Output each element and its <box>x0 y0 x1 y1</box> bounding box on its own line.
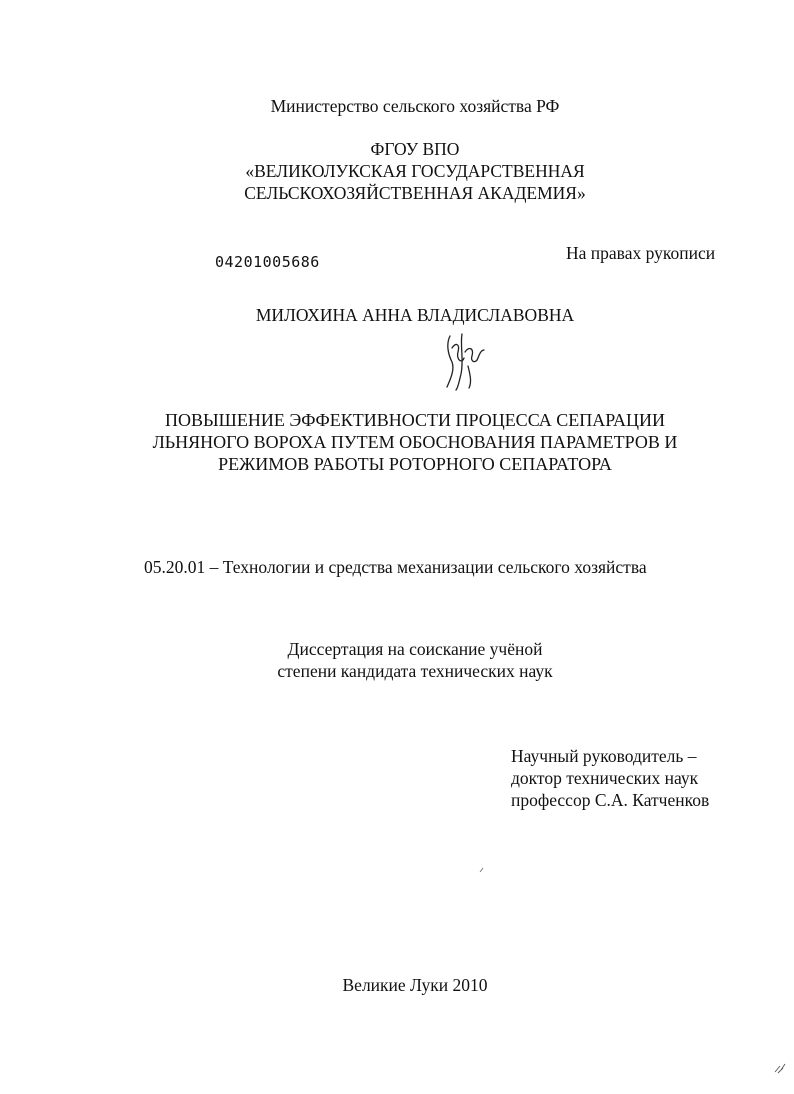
handwritten-signature <box>438 330 486 392</box>
degree-line-1: Диссертация на соискание учёной <box>287 639 543 659</box>
title-line-1: ПОВЫШЕНИЕ ЭФФЕКТИВНОСТИ ПРОЦЕССА СЕПАРАЦИИ <box>164 410 666 430</box>
supervisor-line-1: Научный руководитель – <box>511 746 697 766</box>
place-year: Великие Луки 2010 <box>342 975 488 995</box>
supervisor-line-2: доктор технических наук <box>511 768 699 788</box>
document-number: 04201005686 <box>215 253 320 271</box>
specialty-line: 05.20.01 – Технологии и средства механизации сельского хозяйства <box>144 557 647 577</box>
title-line-3: РЕЖИМОВ РАБОТЫ РОТОРНОГО СЕПАРАТОРА <box>218 454 612 474</box>
org-name-line-2: СЕЛЬСКОХОЗЯЙСТВЕННАЯ АКАДЕМИЯ» <box>244 183 586 203</box>
supervisor-line-3: профессор С.А. Катченков <box>511 790 710 810</box>
author-name: МИЛОХИНА АННА ВЛАДИСЛАВОВНА <box>255 305 575 325</box>
title-line-2: ЛЬНЯНОГО ВОРОХА ПУТЕМ ОБОСНОВАНИЯ ПАРАМЕТРОВ И <box>152 432 678 452</box>
manuscript-note: На правах рукописи <box>566 243 716 263</box>
degree-line-2: степени кандидата технических наук <box>277 661 553 681</box>
ministry-line: Министерство сельского хозяйства РФ <box>270 96 560 116</box>
scan-mark <box>772 1060 788 1076</box>
org-name-line-1: «ВЕЛИКОЛУКСКАЯ ГОСУДАРСТВЕННАЯ <box>245 161 585 181</box>
org-type-line: ФГОУ ВПО <box>370 139 460 159</box>
scan-speck <box>478 866 486 874</box>
